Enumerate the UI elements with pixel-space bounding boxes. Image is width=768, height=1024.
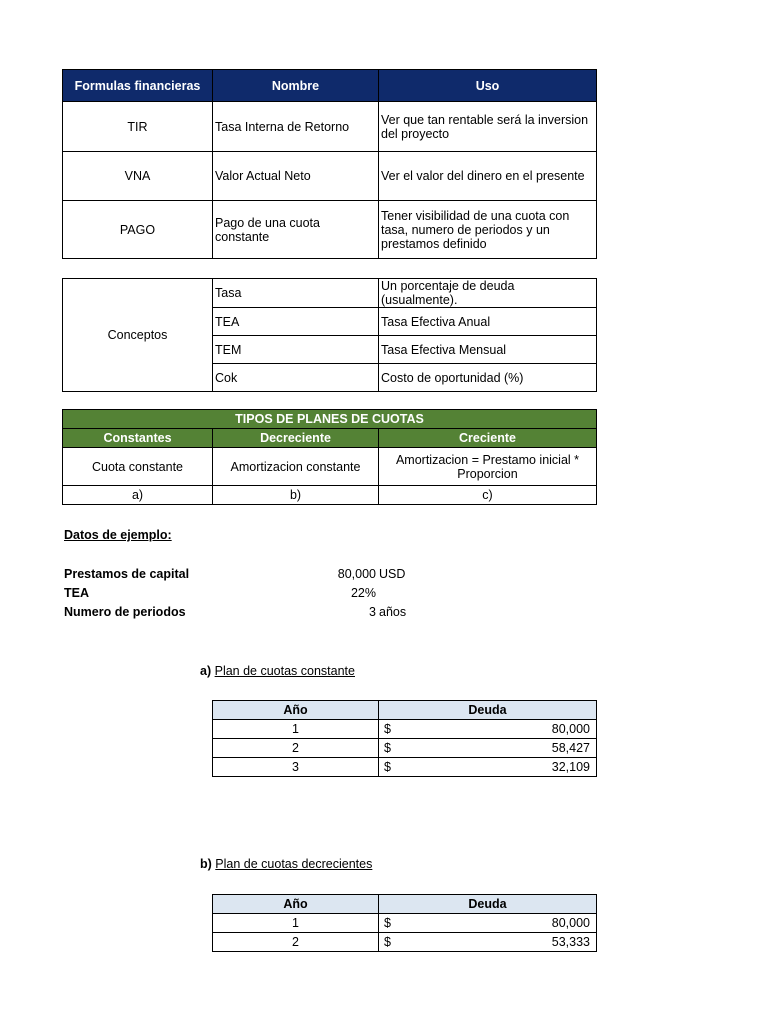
formula-cell: PAGO xyxy=(63,201,213,259)
deuda-cell xyxy=(379,758,597,777)
prestamo-label: Prestamos de capital xyxy=(64,567,190,581)
formulas-header-nombre: Nombre xyxy=(213,70,379,102)
anio-cell: 1 xyxy=(213,914,379,933)
uso-cell: Ver que tan rentable será la inversion del proyecto xyxy=(379,102,597,152)
plan-b-heading xyxy=(200,857,372,871)
concept-term: Tasa xyxy=(213,279,379,308)
deuda-value: 32,109 xyxy=(551,760,590,774)
deuda-value: 58,427 xyxy=(551,741,590,755)
deuda-cell xyxy=(379,720,597,739)
prestamo-unit: USD xyxy=(379,567,406,581)
plan-b-header-deuda: Deuda xyxy=(379,895,597,914)
plan-description: Cuota constante xyxy=(63,448,213,486)
plan-a-prefix: a) xyxy=(200,664,212,678)
anio-cell: 1 xyxy=(213,720,379,739)
periodos-value: 3 xyxy=(369,605,376,619)
plan-a-title: Plan de cuotas constante xyxy=(214,664,355,678)
concept-def: Tasa Efectiva Anual xyxy=(379,308,597,336)
plan-letter: b) xyxy=(213,486,379,505)
concept-term: TEA xyxy=(213,308,379,336)
conceptos-label: Conceptos xyxy=(63,279,213,392)
deuda-value: 53,333 xyxy=(551,935,590,949)
table-row xyxy=(63,279,597,308)
concept-def: Tasa Efectiva Mensual xyxy=(379,336,597,364)
plan-b-header-anio: Año xyxy=(213,895,379,914)
concept-term: TEM xyxy=(213,336,379,364)
deuda-cell xyxy=(379,739,597,758)
formula-cell: TIR xyxy=(63,102,213,152)
formulas-header-formula: Formulas financieras xyxy=(63,70,213,102)
planes-header-constantes: Constantes xyxy=(63,429,213,448)
table-row xyxy=(213,914,597,933)
nombre-cell: Valor Actual Neto xyxy=(213,152,379,201)
table-row xyxy=(63,448,597,486)
anio-cell: 2 xyxy=(213,933,379,952)
concept-def: Costo de oportunidad (%) xyxy=(379,364,597,392)
plan-a-heading xyxy=(200,664,355,678)
currency-symbol: $ xyxy=(384,760,391,774)
planes-header-decreciente: Decreciente xyxy=(213,429,379,448)
plan-description: Amortizacion constante xyxy=(213,448,379,486)
uso-cell: Ver el valor del dinero en el presente xyxy=(379,152,597,201)
nombre-cell: Pago de una cuota constante xyxy=(213,201,379,259)
deuda-value: 80,000 xyxy=(551,916,590,930)
currency-symbol: $ xyxy=(384,722,391,736)
table-row xyxy=(213,933,597,952)
plan-b-table xyxy=(212,894,597,952)
currency-symbol: $ xyxy=(384,935,391,949)
table-row xyxy=(213,720,597,739)
deuda-cell xyxy=(379,933,597,952)
table-row xyxy=(63,486,597,505)
tea-label: TEA xyxy=(64,586,89,600)
concept-term: Cok xyxy=(213,364,379,392)
concept-def: Un porcentaje de deuda (usualmente). xyxy=(379,279,597,308)
plan-a-header-deuda: Deuda xyxy=(379,701,597,720)
tea-value: 22% xyxy=(350,586,376,600)
uso-cell: Tener visibilidad de una cuota con tasa, numero de periodos y un prestamos definido xyxy=(379,201,597,259)
table-row xyxy=(213,739,597,758)
formula-cell: VNA xyxy=(63,152,213,201)
currency-symbol: $ xyxy=(384,916,391,930)
currency-symbol: $ xyxy=(384,741,391,755)
deuda-cell xyxy=(379,914,597,933)
prestamo-value: 80,000 xyxy=(337,567,376,581)
table-row xyxy=(213,758,597,777)
periodos-label: Numero de periodos xyxy=(64,605,186,619)
formulas-header-uso: Uso xyxy=(379,70,597,102)
deuda-value: 80,000 xyxy=(551,722,590,736)
plan-a-header-anio: Año xyxy=(213,701,379,720)
anio-cell: 3 xyxy=(213,758,379,777)
datos-heading: Datos de ejemplo: xyxy=(64,528,172,542)
periodos-unit: años xyxy=(379,605,407,619)
nombre-cell: Tasa Interna de Retorno xyxy=(213,102,379,152)
conceptos-table xyxy=(62,278,597,392)
plan-description: Amortizacion = Prestamo inicial * Proporcion xyxy=(379,448,597,486)
table-row xyxy=(63,201,597,259)
plan-letter: c) xyxy=(379,486,597,505)
planes-table xyxy=(62,409,597,505)
plan-b-title: Plan de cuotas decrecientes xyxy=(215,857,373,871)
formulas-table xyxy=(62,69,597,259)
planes-title: TIPOS DE PLANES DE CUOTAS xyxy=(63,410,597,429)
table-row xyxy=(63,102,597,152)
plan-letter: a) xyxy=(63,486,213,505)
planes-header-creciente: Creciente xyxy=(379,429,597,448)
plan-a-table xyxy=(212,700,597,777)
plan-b-prefix: b) xyxy=(200,857,212,871)
table-row xyxy=(63,152,597,201)
anio-cell: 2 xyxy=(213,739,379,758)
